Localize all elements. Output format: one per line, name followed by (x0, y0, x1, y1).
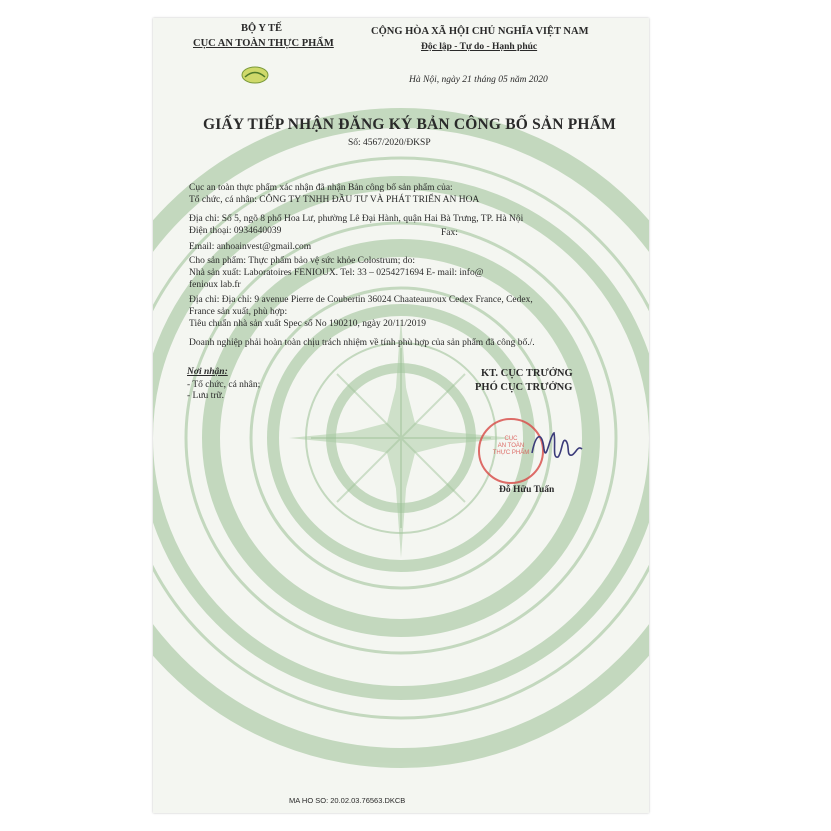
signatory-name: Đỗ Hữu Tuấn (499, 485, 555, 495)
handwritten-signature (526, 423, 586, 473)
recipient-item-2: - Lưu trữ. (187, 391, 224, 401)
fax-label: Fax: (441, 228, 458, 238)
body-line-6: Cho sản phẩm: Thực phẩm bảo vệ sức khỏe Colostrum; do: (189, 256, 415, 266)
body-line-11: Tiêu chuẩn nhà sản xuất Spec số No 190210, ngày 20/11/2019 (189, 319, 427, 329)
date-line: Hà Nội, ngày 21 tháng 05 năm 2020 (409, 75, 548, 85)
body-line-7: Nhà sản xuất: Laboratoires FENIOUX. Tel: 33 – 0254271694 E- mail: info@ (189, 268, 484, 278)
signatory-title-2: PHÓ CỤC TRƯỞNG (475, 382, 573, 393)
stamp-line-3: THỰC PHẨM (492, 450, 530, 456)
body-line-8: fenioux lab.fr (189, 280, 241, 290)
stamp-line-1: CỤC (504, 436, 518, 442)
dossier-code: MA HO SO: 20.02.03.76563.DKCB (289, 796, 406, 805)
ministry-name: BỘ Y TẾ (241, 23, 283, 34)
document-page (153, 18, 649, 813)
body-line-12: Doanh nghiệp phải hoàn toàn chịu trách nhiệm về tính phù hợp của sản phẩm đã công bố./. (189, 338, 535, 348)
body-line-2: Tổ chức, cá nhân: CÔNG TY TNHH ĐẦU TƯ VÀ PHÁT TRIỂN AN HOA (189, 195, 480, 205)
recipient-item-1: - Tổ chức, cá nhân; (187, 380, 261, 390)
body-line-4: Điện thoại: 0934640039 (189, 226, 282, 236)
agency-name: CỤC AN TOÀN THỰC PHẨM (193, 38, 334, 49)
signatory-title-1: KT. CỤC TRƯỞNG (481, 368, 573, 379)
recipients-heading: Nơi nhận: (187, 367, 228, 377)
republic-name: CỘNG HÒA XÃ HỘI CHỦ NGHĨA VIỆT NAM (371, 26, 589, 37)
document-number: Số: 4567/2020/ĐKSP (348, 138, 431, 148)
body-line-9: Địa chỉ: Địa chỉ: 9 avenue Pierre de Coubertin 36024 Chaateauroux Cedex France, Cedex, (189, 295, 533, 305)
motto: Độc lập - Tự do - Hạnh phúc (421, 42, 538, 52)
body-line-1: Cục an toàn thực phẩm xác nhận đã nhận Bản công bố sản phẩm của: (189, 183, 453, 193)
agency-logo (241, 66, 269, 84)
body-line-3: Địa chỉ: Số 5, ngõ 8 phố Hoa Lư, phường Lê Đại Hành, quận Hai Bà Trưng, TP. Hà Nội (189, 214, 524, 224)
body-line-10: France sản xuất, phù hợp: (189, 307, 288, 317)
stamp-line-2: AN TOÀN (497, 443, 525, 449)
body-line-5: Email: anhoainvest@gmail.com (189, 242, 312, 252)
document-title: GIẤY TIẾP NHẬN ĐĂNG KÝ BẢN CÔNG BỐ SẢN PHẨM (203, 116, 616, 133)
